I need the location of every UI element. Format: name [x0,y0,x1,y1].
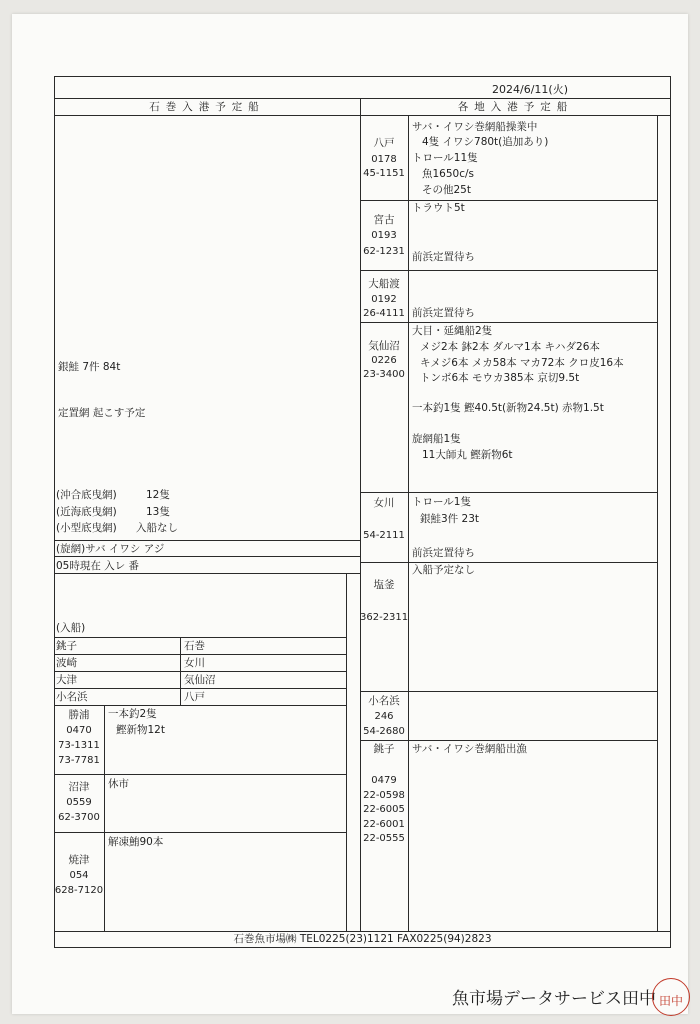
nyusen-label: (入船) [56,622,86,634]
okiai-value: 12隻 [146,489,170,501]
report-date: 2024/6/11(火) [492,83,568,96]
kinkai-value: 13隻 [146,506,170,518]
left-section-title: 石巻入港予定船 [149,101,265,113]
kogata-label: (小型底曳網) [56,522,117,534]
right-section-title: 各地入港予定船 [457,101,574,113]
teichi-line: 定置網 起こす予定 [58,407,146,419]
kinkai-label: (近海底曳網) [56,506,117,518]
report-sheet: 2024/6/11(火) 石巻入港予定船 各地入港予定船 八戸 0178 45-1151 宮古 0193 62-1231 大船渡 0192 26-4111 気仙沼 0226 23-3400 女川 54-2111 塩釜 362-2311 小名浜 246 54-2680 銚子 0479 22-0598 22-6005 22-6001 22-0555 サバ・イワシ巻網船操業中 4隻 イワシ780t(追加あり) トロール11隻 魚1650c/s その他25t トラウト5t 前浜定置待ち 前浜定置待ち 大目・延縄船2隻 メジ2本 鉢2本 ダルマ1本 キハダ26本 キメジ6本 メカ58本 マカ72本 クロ皮16本 トンボ6本 モウカ385本 京切9.5t 一本釣1隻 鰹40.5t(新物24.5t) 赤物1.5t 旋網船1隻 11大師丸 鰹新物6t トロール1隻 銀鮭3件 23t 前浜定置待ち 入船予定なし サバ・イワシ巻網船出漁 銀鮭 7件 84t 定置網 起こす予定 (沖合底曳網) 12隻 (近海底曳網) 13隻 (小型底曳網) 入船なし (旋網)サバ イワシ アジ 05時現在 入レ 番 (入船) 銚子 石巻 波崎 女川 大津 気仙沼 小名浜 八戸 勝浦 0470 73-1311 73-7781 一本釣2隻 鰹新物12t 沼津 0559 62-3700 休市 焼津 054 628-7120 解凍鮪90本 石巻魚市場㈱ TEL0225(23)1121 FAX0225(94)2823 魚市場データサービス田中 田中 [12,14,688,1014]
makiami-line: (旋網)サバ イワシ アジ [56,543,165,555]
okiai-label: (沖合底曳網) [56,489,117,501]
signature: 魚市場データサービス田中 [452,989,656,1009]
footer-contact: 石巻魚市場㈱ TEL0225(23)1121 FAX0225(94)2823 [233,933,492,945]
name-stamp: 田中 [652,978,690,1016]
kogata-value: 入船なし [136,522,178,534]
status-line: 05時現在 入レ 番 [56,560,140,572]
ginzake-line: 銀鮭 7件 84t [58,361,121,373]
